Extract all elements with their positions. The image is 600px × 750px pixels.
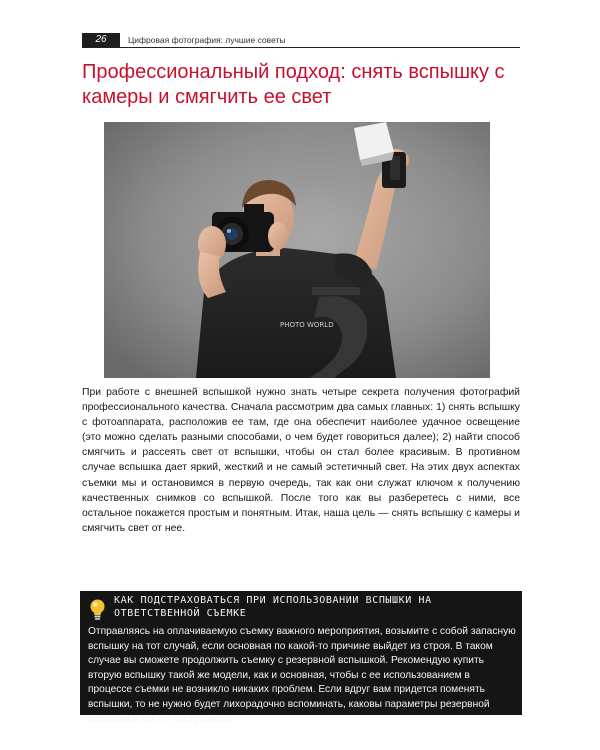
photographer-photo	[104, 122, 490, 378]
running-header	[82, 33, 520, 48]
tip-title: КАК ПОДСТРАХОВАТЬСЯ ПРИ ИСПОЛЬЗОВАНИИ ВСПЫШКИ НА ОТВЕТСТВЕННОЙ СЪЕМКЕ	[114, 595, 432, 619]
article-body: При работе с внешней вспышкой нужно знать четыре секрета получения фотографий профессионального качества. Сначала рассмотрим два самых главных: 1) снять вспышку с фотоаппарата, расположив ее там, где она обеспечит наиболее удачное освещение (это можно сделать разными способами, о чем будет говориться далее); 2) найти способ смягчить и рассеять свет от вспышки, чтобы он стал более красивым. В противном случае вспышка дает яркий, жесткий и не самый эстетичный свет. На этих двух аспектах съемки мы и остановимся в первую очередь, так как они служат ключом к получению качественных снимков со вспышкой. После того как вы разберетесь с ними, все остальное покажется простым и понятным. Итак, наша цель — снять вспышку с камеры и смягчить свет от нее.	[82, 387, 520, 534]
page-number: 26	[82, 33, 120, 47]
article-title: Профессиональный подход: снять вспышку с камеры и смягчить ее свет	[82, 61, 505, 108]
tip-box	[80, 591, 522, 725]
shirt-text: PHOTO WORLD	[280, 321, 334, 329]
tip-body: Отправляясь на оплачиваемую съемку важного мероприятия, возьмите с собой запасную вспышку на тот случай, если основная по какой-то причине выйдет из строя. В таком случае вы сможете продолжить съемку с резервной вспышкой. Рекомендую купить вторую вспышку такой же модели, как и основная, чтобы с ее использованием в процессе съемки не возникло никаких проблем. Если вдруг вам придется поменять вспышки, то не нужно будет лихорадочно вспоминать, каковы параметры резервной вспышки и как ее настраивать.	[88, 626, 516, 725]
lightbulb-icon	[89, 599, 106, 621]
book-title: Цифровая фотография: лучшие советы	[128, 35, 286, 45]
